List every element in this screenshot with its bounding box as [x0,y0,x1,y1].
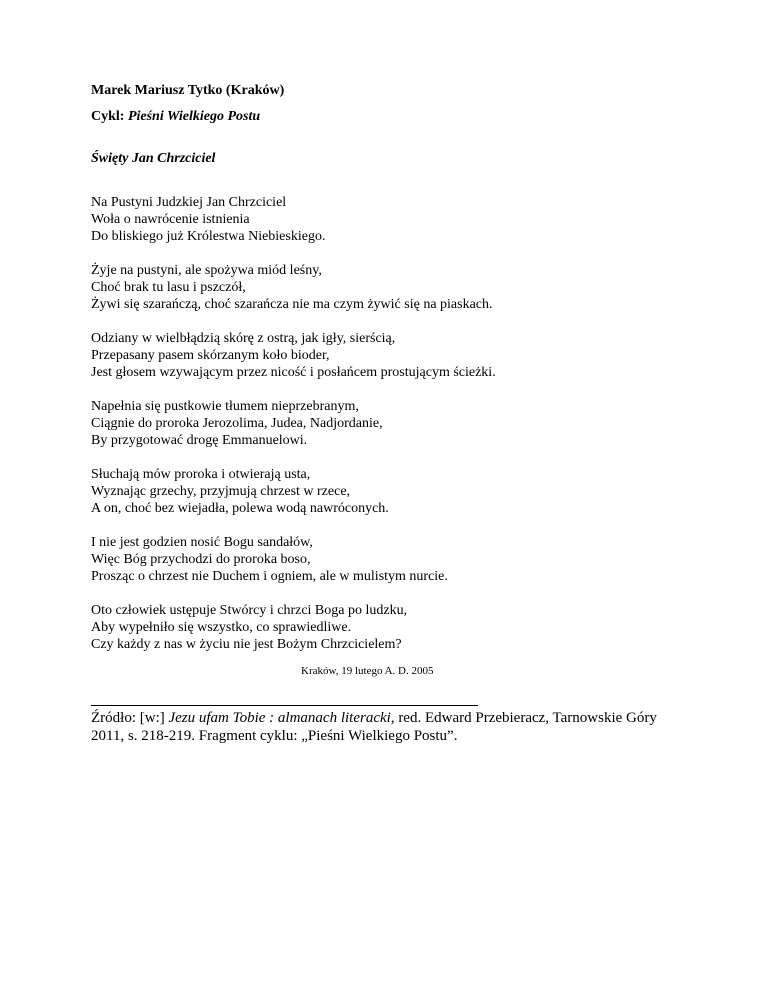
source-prefix: Źródło: [w:] [91,710,169,726]
poem-line: Czy każdy z nas w życiu nie jest Bożym Chrzcicielem? [91,637,402,652]
poem-line: Słuchają mów proroka i otwierają usta, [91,467,311,482]
poem-line: Woła o nawrócenie istnienia [91,212,250,227]
poem-stanza [91,398,691,449]
poem-line: Jest głosem wzywającym przez nicość i posłańcem prostującym ścieżki. [91,365,496,380]
poem-line: Żywi się szarańczą, choć szarańcza nie ma czym żywić się na piaskach. [91,297,493,312]
poem-line: By przygotować drogę Emmanuelowi. [91,433,308,448]
poem-line: Choć brak tu lasu i pszczół, [91,280,246,295]
poem-line: Wyznając grzechy, przyjmują chrzest w rzece, [91,484,351,499]
source-note [91,709,671,745]
poem-line: Ciągnie do proroka Jerozolima, Judea, Nadjordanie, [91,416,383,431]
poem-stanza [91,262,691,313]
poem-stanza [91,330,691,381]
cycle-label: Cykl: [91,109,125,124]
poem-line: Prosząc o chrzest nie Duchem i ogniem, ale w mulistym nurcie. [91,569,448,584]
author-heading: Marek Mariusz Tytko (Kraków) [91,83,285,98]
poem-stanza [91,194,691,245]
poem-line: I nie jest godzien nosić Bogu sandałów, [91,535,313,550]
poem-line: Aby wypełniło się wszystko, co sprawiedliwe. [91,620,352,635]
poem-line: Napełnia się pustkowie tłumem nieprzebranym, [91,399,359,414]
cycle-line [91,108,691,126]
poem-line: Oto człowiek ustępuje Stwórcy i chrzci Boga po ludzku, [91,603,408,618]
cycle-name: Pieśni Wielkiego Postu [127,109,261,124]
poem-body [91,194,691,653]
poem-title: Święty Jan Chrzciciel [91,151,216,166]
poem-line: Przepasany pasem skórzanym koło bioder, [91,348,330,363]
source-suffix: , red. Edward Przebieracz, Tarnowskie Góry 2011, s. 218-219. Fragment cyklu: „Pieśni Wielkiego Postu”. [91,710,657,744]
poem-line: Odziany w wielbłądzią skórę z ostrą, jak igły, sierścią, [91,331,396,346]
poem-stanza [91,534,691,585]
poem-line: Na Pustyni Judzkiej Jan Chrzciciel [91,195,287,210]
document-page [91,82,691,745]
date-line: Kraków, 19 lutego A. D. 2005 [301,665,434,677]
poem-stanza [91,466,691,517]
poem-line: Żyje na pustyni, ale spożywa miód leśny, [91,263,322,278]
poem-line: A on, choć bez wiejadła, polewa wodą nawróconych. [91,501,389,516]
poem-stanza [91,602,691,653]
footnote-separator [91,705,478,706]
poem-line: Więc Bóg przychodzi do proroka boso, [91,552,311,567]
poem-line: Do bliskiego już Królestwa Niebieskiego. [91,229,326,244]
source-book-title: Jezu ufam Tobie : almanach literacki [168,710,391,726]
